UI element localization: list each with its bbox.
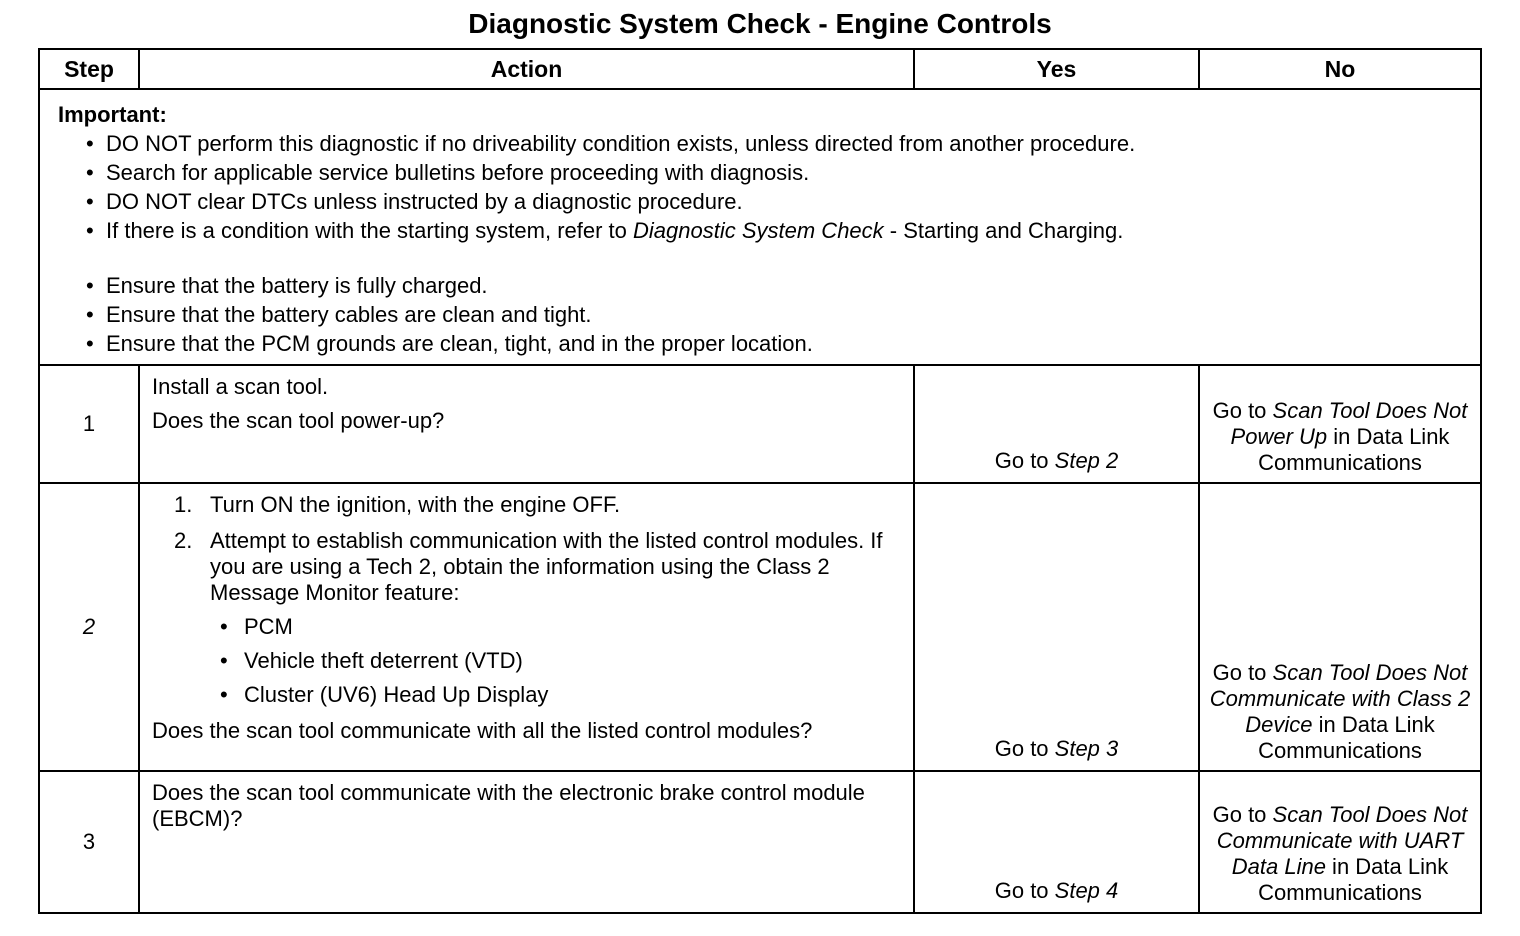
no-prefix: Go to bbox=[1212, 802, 1273, 827]
step-link[interactable]: Step 4 bbox=[1054, 878, 1119, 903]
no-suffix: in Data Link Communications bbox=[1258, 712, 1435, 763]
no-prefix: Go to bbox=[1212, 398, 1273, 423]
important-heading: Important: bbox=[58, 102, 167, 127]
no-prefix: Go to bbox=[1212, 660, 1273, 685]
yes-cell bbox=[914, 365, 1199, 483]
numbered-step bbox=[174, 492, 901, 518]
ensure-item: • Ensure that the PCM grounds are clean, tight, and in the proper location. bbox=[86, 329, 1462, 358]
procedure-link[interactable]: Scan Tool Does Not Power Up bbox=[1230, 398, 1468, 449]
step-number: 1 bbox=[39, 365, 139, 483]
no-cell bbox=[1199, 771, 1481, 913]
module-list bbox=[210, 614, 901, 708]
important-row bbox=[39, 89, 1481, 365]
numbered-steps bbox=[152, 492, 901, 708]
yes-cell bbox=[914, 771, 1199, 913]
yes-prefix: Go to bbox=[994, 878, 1055, 903]
module-item: • Vehicle theft deterrent (VTD) bbox=[220, 648, 901, 674]
ensure-list bbox=[58, 271, 1462, 358]
no-cell bbox=[1199, 483, 1481, 771]
step-link[interactable]: Step 3 bbox=[1054, 736, 1119, 761]
action-cell bbox=[139, 771, 914, 913]
important-item: • DO NOT perform this diagnostic if no driveability condition exists, unless directed from another procedure. bbox=[86, 129, 1462, 158]
table-header-row bbox=[39, 49, 1481, 89]
numbered-step bbox=[174, 528, 901, 708]
header-yes: Yes bbox=[914, 49, 1199, 89]
procedure-link[interactable]: Scan Tool Does Not Communicate with Class 2 Device bbox=[1209, 660, 1471, 737]
ensure-item: • Ensure that the battery cables are clean and tight. bbox=[86, 300, 1462, 329]
action-cell bbox=[139, 483, 914, 771]
step-num: 2. bbox=[174, 528, 193, 553]
no-suffix: in Data Link Communications bbox=[1258, 424, 1450, 475]
no-suffix: in Data Link Communications bbox=[1258, 854, 1449, 905]
procedure-link[interactable]: Scan Tool Does Not Communicate with UART Data Line bbox=[1216, 802, 1468, 879]
module-item: • PCM bbox=[220, 614, 901, 640]
action-question: Does the scan tool power-up? bbox=[152, 408, 445, 433]
action-line: Install a scan tool. bbox=[152, 374, 329, 399]
step-number: 3 bbox=[39, 771, 139, 913]
step-num: 1. bbox=[174, 492, 193, 517]
table-row bbox=[39, 483, 1481, 771]
starting-note-suffix: - Starting and Charging. bbox=[883, 218, 1124, 243]
yes-prefix: Go to bbox=[994, 736, 1055, 761]
diagnostic-table bbox=[38, 48, 1482, 914]
step-link[interactable]: Step 2 bbox=[1054, 448, 1119, 473]
important-item: • Search for applicable service bulletins before proceeding with diagnosis. bbox=[86, 158, 1462, 187]
module-item: • Cluster (UV6) Head Up Display bbox=[220, 682, 901, 708]
table-row bbox=[39, 365, 1481, 483]
no-cell bbox=[1199, 365, 1481, 483]
action-question: Does the scan tool communicate with the electronic brake control module (EBCM)? bbox=[152, 780, 865, 831]
yes-cell bbox=[914, 483, 1199, 771]
table-row bbox=[39, 771, 1481, 913]
step-text: Attempt to establish communication with the listed control modules. If you are using a Tech 2, obtain the information using the Class 2 Message Monitor feature: bbox=[210, 528, 883, 605]
header-action: Action bbox=[139, 49, 914, 89]
diagnostic-system-check-link[interactable]: Diagnostic System Check bbox=[633, 218, 884, 243]
important-item: • DO NOT clear DTCs unless instructed by a diagnostic procedure. bbox=[86, 187, 1462, 216]
step-text: Turn ON the ignition, with the engine OFF. bbox=[210, 492, 621, 517]
header-step: Step bbox=[39, 49, 139, 89]
header-no: No bbox=[1199, 49, 1481, 89]
ensure-item: • Ensure that the battery is fully charged. bbox=[86, 271, 1462, 300]
page-title: Diagnostic System Check - Engine Controls bbox=[468, 8, 1052, 39]
important-notes bbox=[39, 89, 1481, 365]
action-cell bbox=[139, 365, 914, 483]
yes-prefix: Go to bbox=[994, 448, 1055, 473]
action-question: Does the scan tool communicate with all the listed control modules? bbox=[152, 718, 813, 743]
important-list bbox=[58, 129, 1462, 245]
starting-note-prefix: If there is a condition with the starting system, refer to bbox=[106, 218, 634, 243]
important-item bbox=[86, 216, 1462, 245]
step-number: 2 bbox=[39, 483, 139, 771]
